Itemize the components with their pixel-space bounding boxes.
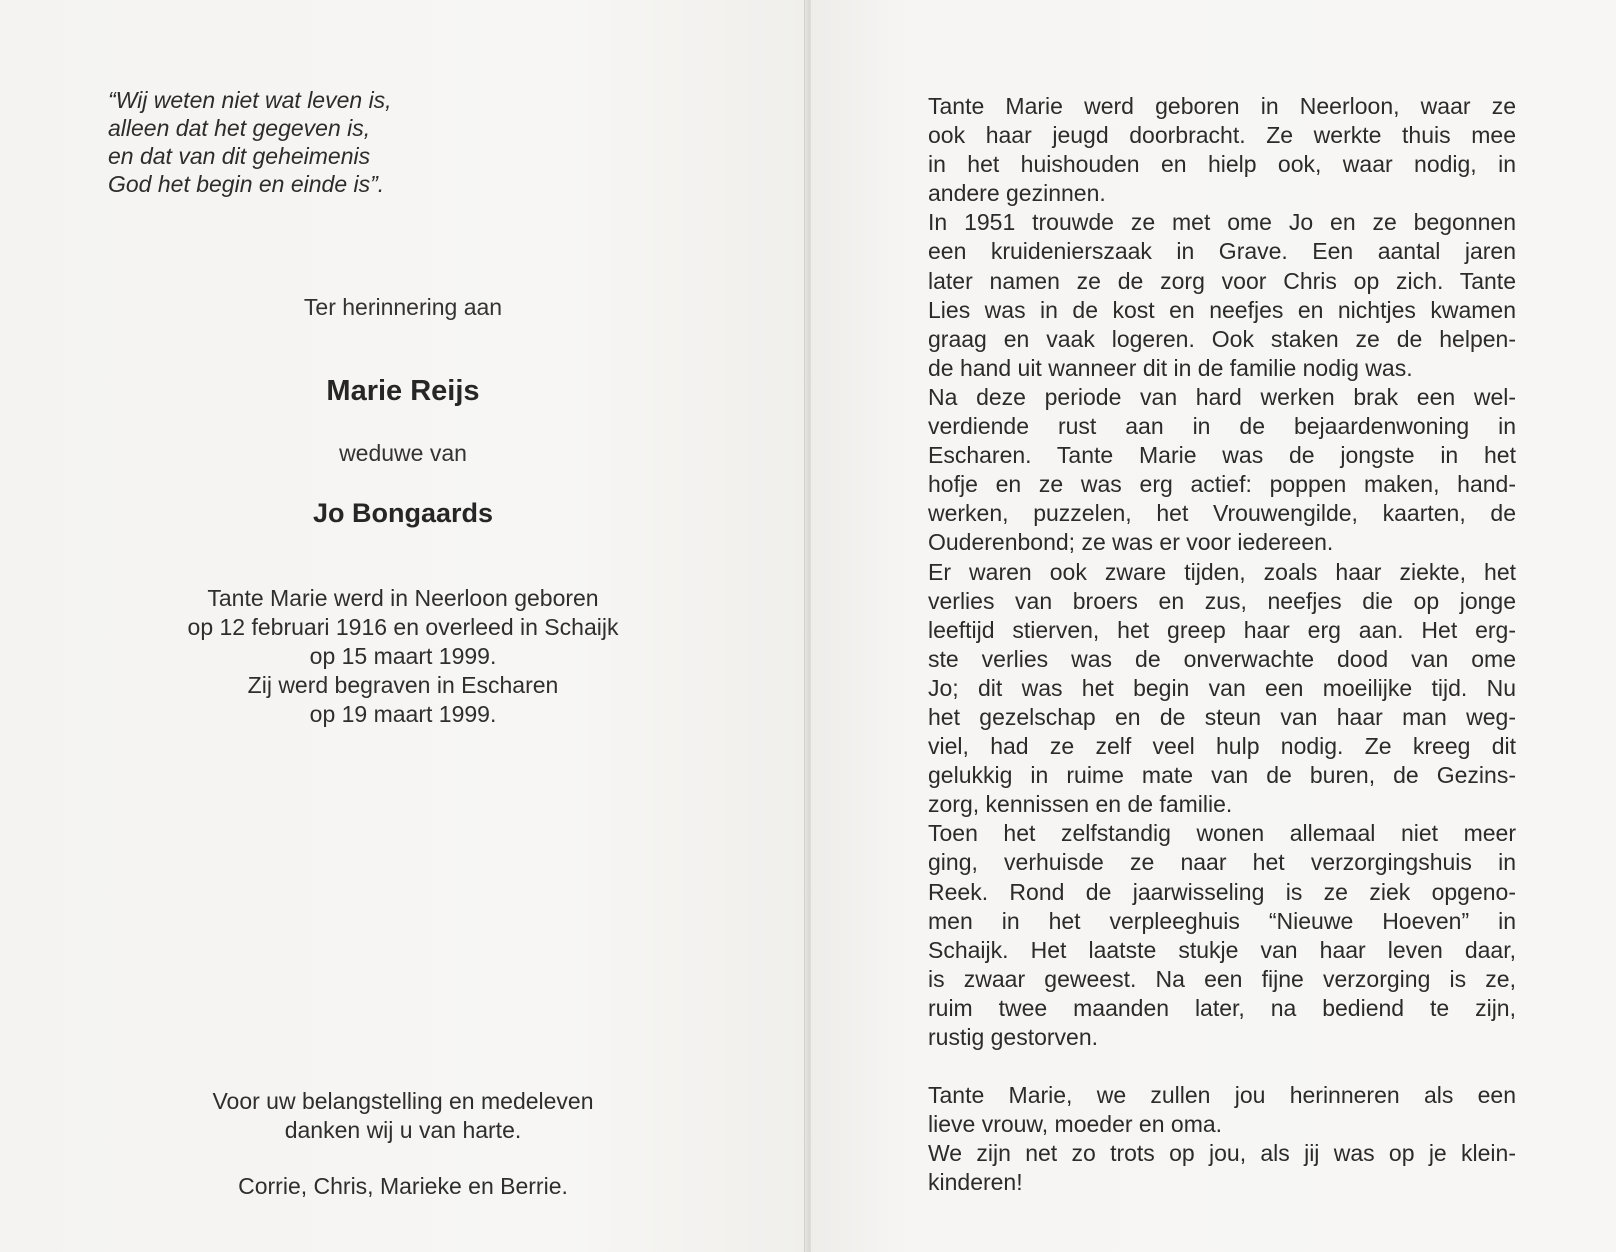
details-line: op 15 maart 1999. [309,643,497,669]
story-line: Reek. Rond de jaarwisseling is ze ziek opgeno- [928,878,1516,905]
story-line: andere gezinnen. [928,180,1106,207]
story-line: zorg, kennissen en de familie. [928,791,1233,818]
story-line: viel, had ze zelf veel hulp nodig. Ze kreeg dit [928,733,1516,760]
story-line: later namen ze de zorg voor Chris op zich. Tante [928,267,1516,294]
life-details [0,584,806,729]
story-line: leeftijd stierven, het greep haar erg aan. Het erg- [928,616,1516,643]
story-line: In 1951 trouwde ze met ome Jo en ze begonnen [928,209,1516,236]
story-line: in het huishouden en hielp ook, waar nodig, in [928,151,1516,178]
spouse-name: Jo Bongaards [312,498,494,528]
poem-line: alleen dat het gegeven is, [108,115,371,141]
story-line: ruim twee maanden later, na bediend te zijn, [928,994,1516,1021]
story-line: het gezelschap en de steun van haar man weg- [928,703,1516,730]
thanks-line: Voor uw belangstelling en medeleven [212,1088,594,1114]
poem-line: God het begin en einde is”. [108,171,385,197]
life-story [928,92,1516,1197]
story-line: Na deze periode van hard werken brak een wel- [928,383,1516,410]
story-line: een kruidenierszaak in Grave. Een aantal jaren [928,238,1516,265]
story-line: Jo; dit was het begin van een moeilijke tijd. Nu [928,674,1516,701]
details-line: op 12 februari 1916 en overleed in Schaijk [187,614,619,640]
story-line: Ouderenbond; ze was er voor iedereen. [928,529,1334,556]
details-line: op 19 maart 1999. [309,701,497,727]
story-line: Er waren ook zware tijden, zoals haar ziekte, het [928,558,1516,585]
paragraph-gap [928,1052,1516,1081]
story-line: verdiende rust aan in de bejaardenwoning in [928,413,1516,440]
story-line: Schaijk. Het laatste stukje van haar leven daar, [928,936,1516,963]
story-line: is zwaar geweest. Na een fijne verzorging is ze, [928,965,1516,992]
widow-of-label: weduwe van [339,440,467,466]
story-line: Tante Marie werd geboren in Neerloon, waar ze [928,93,1516,119]
poem-line: en dat van dit geheimenis [108,143,371,169]
poem [108,86,628,198]
story-line: werken, puzzelen, het Vrouwengilde, kaarten, de [928,500,1516,527]
deceased-name: Marie Reijs [326,375,480,407]
story-line: ook haar jeugd doorbracht. Ze werkte thuis mee [928,122,1516,149]
story-line: ste verlies was de onverwachte dood van ome [928,645,1516,672]
story-line: Lies was in de kost en neefjes en nichtjes kwamen [928,296,1516,323]
story-line: ging, verhuisde ze naar het verzorgingshuis in [928,849,1516,876]
story-line: hofje en ze was erg actief: poppen maken, hand- [928,471,1516,498]
story-line: gelukkig in ruime mate van de buren, de Gezins- [928,762,1516,789]
signers: Corrie, Chris, Marieke en Berrie. [238,1173,568,1199]
story-line: men in het verpleeghuis “Nieuwe Hoeven” in [928,907,1516,934]
in-memory-heading: Ter herinnering aan [303,294,503,320]
story-line: Escharen. Tante Marie was de jongste in het [928,442,1516,469]
story-line: de hand uit wanneer dit in de familie nodig was. [928,354,1413,381]
thanks-text [0,1087,806,1145]
thanks-line: danken wij u van harte. [284,1117,522,1143]
details-line: Zij werd begraven in Escharen [247,672,559,698]
story-line: rustig gestorven. [928,1024,1099,1050]
story-line: verlies van broers en zus, neefjes die op jonge [928,587,1516,614]
left-panel [0,0,806,1252]
closing-line: We zijn net zo trots op jou, als jij was op je klein- [928,1140,1516,1167]
story-line: Toen het zelfstandig wonen allemaal niet meer [928,820,1516,847]
poem-line: “Wij weten niet wat leven is, [108,87,392,113]
story-line: graag en vaak logeren. Ook staken ze de helpen- [928,325,1516,352]
details-line: Tante Marie werd in Neerloon geboren [207,585,599,611]
closing-line: kinderen! [928,1169,1023,1196]
closing-line: Tante Marie, we zullen jou herinneren als een [928,1082,1516,1109]
closing-line: lieve vrouw, moeder en oma. [928,1111,1223,1138]
